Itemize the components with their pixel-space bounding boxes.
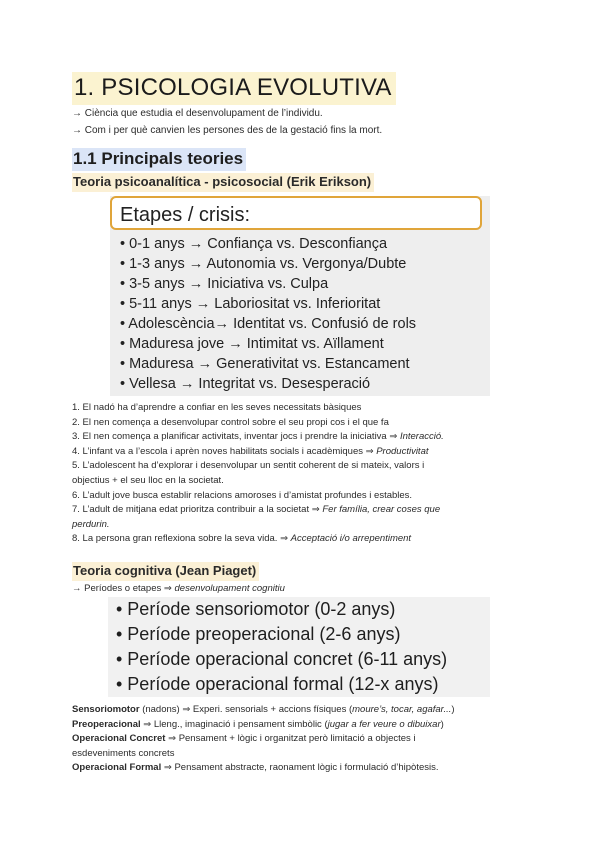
list-item: • Vellesa → Integritat vs. Desesperació xyxy=(120,376,371,392)
detail-line: Operacional Formal ⇒ Pensament abstracte, raonament lògic i formulació d’hipòtesis. xyxy=(72,762,439,774)
note-line: 7. L’adult de mitjana edat prioritza contribuir a la societat ⇒ Fer família, crear coses que xyxy=(72,504,441,516)
detail-line: Operacional Concret ⇒ Pensament + lògic i organitzat però limitació a objectes i xyxy=(72,733,416,745)
section-title: 1.1 Principals teories xyxy=(72,148,246,171)
erikson-stage-list xyxy=(120,234,416,394)
detail-line: esdeveniments concrets xyxy=(72,747,175,759)
list-item: • Període sensoriomotor (0-2 anys) xyxy=(116,599,396,619)
list-item: • 0-1 anys → Confiança vs. Desconfiança xyxy=(120,236,388,252)
piaget-details xyxy=(72,703,455,776)
list-item: • Període preoperacional (2-6 anys) xyxy=(116,624,401,644)
page-title: 1. PSICOLOGIA EVOLUTIVA xyxy=(72,72,396,105)
note-line: 6. L’adult jove busca establir relacions amoroses i d’amistat profundes i estables. xyxy=(72,489,413,501)
note-line: 1. El nadó ha d’aprendre a confiar en les seves necessitats bàsiques xyxy=(72,402,362,413)
note-line: 5. L’adolescent ha d’explorar i desenvolupar un sentit coherent de si mateix, valors i xyxy=(72,460,425,472)
note-line: objectius + el seu lloc en la societat. xyxy=(72,474,224,486)
list-item: • Adolescència→ Identitat vs. Confusió de rols xyxy=(120,316,417,332)
list-item: • 5-11 anys → Laboriositat vs. Inferioritat xyxy=(120,296,381,312)
note-line: 8. La persona gran reflexiona sobre la seva vida. ⇒ Acceptació i/o arrepentiment xyxy=(72,533,412,545)
detail-line: Sensoriomotor (nadons) ⇒ Experi. sensorials + accions físiques (moure’s, tocar, agafar...) xyxy=(72,704,455,715)
piaget-subtitle: → Períodes o etapes ⇒ desenvolupament cognitiu xyxy=(72,583,285,594)
note-line: 3. El nen comença a planificar activitats, inventar jocs i prendre la iniciativa ⇒ Interacció. xyxy=(72,431,444,443)
piaget-periods-box xyxy=(108,597,490,697)
list-item: • Maduresa → Generativitat vs. Estancament xyxy=(120,356,410,372)
erikson-box-title: Etapes / crisis: xyxy=(110,196,482,230)
erikson-notes xyxy=(72,401,444,547)
note-line: 2. El nen comença a desenvolupar control sobre el seu propi cos i el que fa xyxy=(72,416,389,428)
piaget-period-list xyxy=(116,597,447,697)
list-item: • 3-5 anys → Iniciativa vs. Culpa xyxy=(120,276,329,292)
erikson-heading: Teoria psicoanalítica - psicosocial (Erik Erikson) xyxy=(72,173,374,192)
intro-lines xyxy=(72,105,382,139)
list-item: • Període operacional concret (6-11 anys) xyxy=(116,649,448,669)
detail-line: Preoperacional ⇒ Lleng., imaginació i pensament simbòlic (jugar a fer veure o dibuixar) xyxy=(72,718,444,730)
intro-line: → Com i per què canvien les persones des de la gestació fins la mort. xyxy=(72,125,383,136)
intro-line: → Ciència que estudia el desenvolupament de l’individu. xyxy=(72,108,323,119)
piaget-heading: Teoria cognitiva (Jean Piaget) xyxy=(72,562,259,581)
note-line: perdurin. xyxy=(72,518,110,530)
note-line: 4. L’infant va a l’escola i aprèn noves habilitats socials i acadèmiques ⇒ Productivitat xyxy=(72,445,429,457)
list-item: • Maduresa jove → Intimitat vs. Aïllament xyxy=(120,336,384,352)
list-item: • 1-3 anys → Autonomia vs. Vergonya/Dubte xyxy=(120,256,407,272)
erikson-stages-box xyxy=(110,196,490,396)
list-item: • Període operacional formal (12-x anys) xyxy=(116,674,439,694)
